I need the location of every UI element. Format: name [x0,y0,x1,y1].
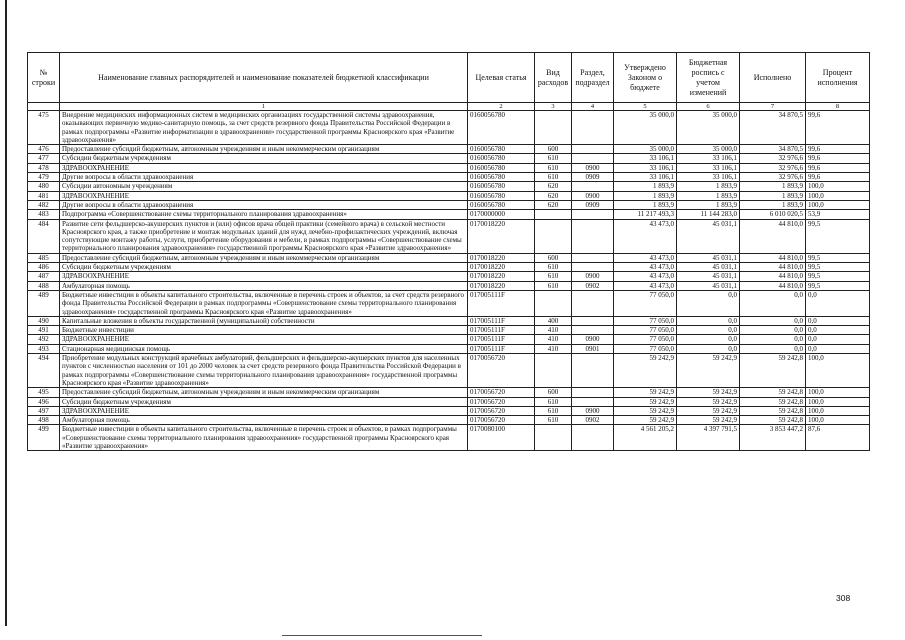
indicator-name-cell: Предоставление субсидий бюджетным, автономным учреждениям и иным некоммерческим организациям [60,145,468,154]
executed-amount-cell: 59 242,8 [740,406,806,415]
executed-amount-cell: 59 242,8 [740,397,806,406]
column-number: 3 [535,103,572,111]
indicator-name-cell: Стационарная медицинская помощь [60,344,468,353]
executed-amount-cell: 44 810,0 [740,253,806,262]
row-number-cell: 496 [28,397,60,406]
executed-amount-cell: 0,0 [740,335,806,344]
percent-cell: 53,9 [806,210,870,219]
table-row [28,344,870,353]
target-code-cell: 0170056720 [468,406,535,415]
percent-cell: 99,6 [806,173,870,182]
target-code-cell: 0160056780 [468,163,535,172]
header-section: Раздел, подраздел [572,53,614,103]
column-number: 5 [614,103,677,111]
expense-type-cell: 620 [535,182,572,191]
section-cell [572,397,614,406]
section-cell [572,111,614,145]
percent-cell: 0,0 [806,326,870,335]
executed-amount-cell: 32 976,6 [740,173,806,182]
target-code-cell: 0160056780 [468,191,535,200]
target-code-cell: 0170018220 [468,281,535,290]
section-cell [572,354,614,388]
percent-cell: 99,6 [806,154,870,163]
indicator-name-cell: ЗДРАВООХРАНЕНИЕ [60,191,468,200]
expense-type-cell: 600 [535,253,572,262]
planned-amount-cell: 59 242,9 [677,388,740,397]
row-number-cell: 480 [28,182,60,191]
indicator-name-cell: Амбулаторная помощь [60,416,468,425]
header-row [28,53,870,103]
column-number: 7 [740,103,806,111]
executed-amount-cell: 44 810,0 [740,263,806,272]
executed-amount-cell: 59 242,8 [740,388,806,397]
indicator-name-cell: Бюджетные инвестиции [60,326,468,335]
table-row [28,281,870,290]
executed-amount-cell: 0,0 [740,344,806,353]
planned-amount-cell: 59 242,9 [677,354,740,388]
planned-amount-cell: 0,0 [677,316,740,325]
target-code-cell: 0170080100 [468,425,535,451]
approved-amount-cell: 59 242,9 [614,397,677,406]
target-code-cell: 0160056780 [468,111,535,145]
page-number: 308 [836,593,851,603]
section-cell [572,326,614,335]
indicator-name-cell: Амбулаторная помощь [60,281,468,290]
row-number-cell: 482 [28,200,60,209]
target-code-cell: 017005111F [468,326,535,335]
approved-amount-cell: 43 473,0 [614,253,677,262]
target-code-cell: 0160056780 [468,173,535,182]
expense-type-cell: 610 [535,154,572,163]
target-code-cell: 0170056720 [468,354,535,388]
planned-amount-cell: 1 893,9 [677,191,740,200]
row-number-cell: 486 [28,263,60,272]
approved-amount-cell: 59 242,9 [614,354,677,388]
indicator-name-cell: Другие вопросы в области здравоохранения [60,173,468,182]
expense-type-cell [535,210,572,219]
indicator-name-cell: Субсидии бюджетным учреждениям [60,154,468,163]
percent-cell: 99,5 [806,219,870,253]
percent-cell: 87,6 [806,425,870,451]
table-row [28,425,870,451]
approved-amount-cell: 43 473,0 [614,281,677,290]
planned-amount-cell: 45 031,1 [677,263,740,272]
row-number-cell: 488 [28,281,60,290]
row-number-cell: 483 [28,210,60,219]
table-row [28,200,870,209]
section-cell [572,210,614,219]
planned-amount-cell: 0,0 [677,290,740,316]
table-body [28,103,870,451]
approved-amount-cell: 1 893,9 [614,200,677,209]
table-row [28,335,870,344]
target-code-cell: 017005111F [468,316,535,325]
expense-type-cell [535,425,572,451]
table-row [28,154,870,163]
percent-cell: 100,0 [806,182,870,191]
percent-cell: 0,0 [806,335,870,344]
expense-type-cell: 610 [535,416,572,425]
target-code-cell: 0170018220 [468,263,535,272]
section-cell: 0900 [572,406,614,415]
target-code-cell: 0170056720 [468,416,535,425]
indicator-name-cell: Бюджетные инвестиции в объекты капитального строительства, включенные в перечень строек и объектов, за счет средств резервного фонда Правительства Российской Федерации в рамках подпрограммы «Совершенствование схемы территориального планирования здравоохранения» государственной программы Красноярского края «Развитие здравоохранения» [60,290,468,316]
executed-amount-cell: 0,0 [740,326,806,335]
expense-type-cell: 610 [535,281,572,290]
indicator-name-cell: Предоставление субсидий бюджетным, автономным учреждениям и иным некоммерческим организациям [60,253,468,262]
executed-amount-cell: 59 242,8 [740,354,806,388]
section-cell: 0900 [572,191,614,200]
expense-type-cell: 410 [535,335,572,344]
left-border-line [5,0,7,626]
column-number [28,103,60,111]
approved-amount-cell: 33 106,1 [614,163,677,172]
section-cell [572,219,614,253]
percent-cell: 99,5 [806,272,870,281]
section-cell: 0909 [572,173,614,182]
approved-amount-cell: 59 242,9 [614,388,677,397]
approved-amount-cell: 77 050,0 [614,316,677,325]
planned-amount-cell: 59 242,9 [677,397,740,406]
row-number-cell: 485 [28,253,60,262]
header-planned: Бюджетная роспись с учетом изменений [677,53,740,103]
planned-amount-cell: 0,0 [677,344,740,353]
indicator-name-cell: Предоставление субсидий бюджетным, автономным учреждениям и иным некоммерческим организациям [60,388,468,397]
table-row [28,290,870,316]
budget-execution-table [27,52,870,451]
section-cell [572,253,614,262]
executed-amount-cell: 32 976,6 [740,154,806,163]
approved-amount-cell: 59 242,9 [614,416,677,425]
table-row [28,253,870,262]
planned-amount-cell: 0,0 [677,335,740,344]
percent-cell: 99,6 [806,145,870,154]
target-code-cell: 0160056780 [468,200,535,209]
target-code-cell: 017005111F [468,335,535,344]
expense-type-cell: 610 [535,397,572,406]
percent-cell: 99,6 [806,111,870,145]
table-row [28,263,870,272]
approved-amount-cell: 33 106,1 [614,154,677,163]
executed-amount-cell: 44 810,0 [740,272,806,281]
approved-amount-cell: 33 106,1 [614,173,677,182]
executed-amount-cell: 6 010 020,5 [740,210,806,219]
target-code-cell: 0170018220 [468,219,535,253]
percent-cell: 100,0 [806,416,870,425]
target-code-cell: 0170000000 [468,210,535,219]
row-number-cell: 481 [28,191,60,200]
planned-amount-cell: 0,0 [677,326,740,335]
executed-amount-cell: 1 893,9 [740,182,806,191]
planned-amount-cell: 45 031,1 [677,272,740,281]
approved-amount-cell: 77 050,0 [614,326,677,335]
table-row [28,145,870,154]
expense-type-cell: 600 [535,145,572,154]
expense-type-cell: 410 [535,344,572,353]
section-cell [572,263,614,272]
percent-cell: 100,0 [806,406,870,415]
indicator-name-cell: Субсидии бюджетным учреждениям [60,397,468,406]
executed-amount-cell: 1 893,9 [740,200,806,209]
expense-type-cell: 610 [535,163,572,172]
target-code-cell: 0160056780 [468,182,535,191]
percent-cell: 99,5 [806,253,870,262]
executed-amount-cell: 34 870,5 [740,111,806,145]
target-code-cell: 0160056780 [468,145,535,154]
expense-type-cell [535,290,572,316]
expense-type-cell: 610 [535,272,572,281]
row-number-cell: 492 [28,335,60,344]
planned-amount-cell: 33 106,1 [677,163,740,172]
header-percent: Процент исполнения [806,53,870,103]
indicator-name-cell: Капитальные вложения в объекты государственной (муниципальной) собственности [60,316,468,325]
row-number-cell: 490 [28,316,60,325]
column-number: 6 [677,103,740,111]
section-cell: 0900 [572,335,614,344]
table-row [28,111,870,145]
expense-type-cell: 610 [535,263,572,272]
percent-cell: 0,0 [806,290,870,316]
section-cell [572,388,614,397]
row-number-cell: 479 [28,173,60,182]
planned-amount-cell: 45 031,1 [677,281,740,290]
row-number-cell: 494 [28,354,60,388]
table-row [28,406,870,415]
row-number-cell: 475 [28,111,60,145]
table-row [28,388,870,397]
table-row [28,354,870,388]
percent-cell: 100,0 [806,191,870,200]
table-row [28,173,870,182]
percent-cell: 100,0 [806,388,870,397]
planned-amount-cell: 11 144 283,0 [677,210,740,219]
approved-amount-cell: 43 473,0 [614,263,677,272]
table-row [28,182,870,191]
approved-amount-cell: 43 473,0 [614,272,677,281]
expense-type-cell [535,111,572,145]
footer-divider [282,635,482,636]
executed-amount-cell: 3 853 447,2 [740,425,806,451]
percent-cell: 0,0 [806,344,870,353]
planned-amount-cell: 4 397 791,5 [677,425,740,451]
header-row-number: № строки [28,53,60,103]
indicator-name-cell: ЗДРАВООХРАНЕНИЕ [60,272,468,281]
planned-amount-cell: 45 031,1 [677,253,740,262]
expense-type-cell: 620 [535,191,572,200]
planned-amount-cell: 59 242,9 [677,406,740,415]
section-cell [572,182,614,191]
planned-amount-cell: 45 031,1 [677,219,740,253]
expense-type-cell [535,219,572,253]
expense-type-cell: 620 [535,200,572,209]
planned-amount-cell: 33 106,1 [677,154,740,163]
section-cell: 0902 [572,416,614,425]
row-number-cell: 498 [28,416,60,425]
section-cell [572,290,614,316]
section-cell [572,154,614,163]
indicator-name-cell: Подпрограмма «Совершенствование схемы территориального планирования здравоохранения» [60,210,468,219]
column-number: 4 [572,103,614,111]
section-cell: 0902 [572,281,614,290]
row-number-cell: 489 [28,290,60,316]
executed-amount-cell: 44 810,0 [740,281,806,290]
header-target-code: Целевая статья [468,53,535,103]
target-code-cell: 017005111F [468,290,535,316]
percent-cell: 100,0 [806,354,870,388]
table-row [28,219,870,253]
section-cell: 0909 [572,200,614,209]
planned-amount-cell: 35 000,0 [677,111,740,145]
target-code-cell: 0170056720 [468,388,535,397]
target-code-cell: 0170018220 [468,253,535,262]
row-number-cell: 484 [28,219,60,253]
approved-amount-cell: 4 561 205,2 [614,425,677,451]
row-number-cell: 487 [28,272,60,281]
percent-cell: 100,0 [806,397,870,406]
indicator-name-cell: Приобретение модульных конструкций врачебных амбулаторий, фельдшерских и фельдшерско-акушерских пунктов для населенных пунктов с численностью населения от 101 до 2000 человек за счет средств резервного фонда Правительства Российской Федерации в рамках подпрограммы «Совершенствование схемы территориального планирования здравоохранения» государственной программы Красноярского края «Развитие здравоохранения» [60,354,468,388]
executed-amount-cell: 34 870,5 [740,145,806,154]
planned-amount-cell: 1 893,9 [677,182,740,191]
approved-amount-cell: 59 242,9 [614,406,677,415]
executed-amount-cell: 32 976,6 [740,163,806,172]
header-name: Наименование главных распорядителей и наименование показателей бюджетной классификации [60,53,468,103]
percent-cell: 99,6 [806,163,870,172]
indicator-name-cell: Бюджетные инвестиции в объекты капитального строительства, включенные в перечень строек и объектов, в рамках подпрограммы «Совершенствование схемы территориального планирования здравоохранения» государственной программы Красноярского края «Развитие здравоохранения» [60,425,468,451]
indicator-name-cell: ЗДРАВООХРАНЕНИЕ [60,163,468,172]
section-cell [572,425,614,451]
row-number-cell: 476 [28,145,60,154]
approved-amount-cell: 77 050,0 [614,335,677,344]
target-code-cell: 0170018220 [468,272,535,281]
row-number-cell: 497 [28,406,60,415]
expense-type-cell: 600 [535,388,572,397]
column-number: 8 [806,103,870,111]
expense-type-cell: 400 [535,316,572,325]
header-approved: Утверждено Законом о бюджете [614,53,677,103]
table-row [28,210,870,219]
approved-amount-cell: 1 893,9 [614,191,677,200]
indicator-name-cell: Развитие сети фельдшерско-акушерских пунктов и (или) офисов врача общей практики (семейного врача) в сельской местности Красноярского края, а также приобретение и монтаж модульных зданий для нужд лечебно-профилактических учреждений, включая сопутствующие монтажу работы, услуги, приобретение оборудования и мебели, в рамках подпрограммы «Совершенствование схемы территориального планирования здравоохранения» государственной программы Красноярского края «Развитие здравоохранения» [60,219,468,253]
row-number-cell: 478 [28,163,60,172]
row-number-cell: 493 [28,344,60,353]
planned-amount-cell: 1 893,9 [677,200,740,209]
section-cell [572,316,614,325]
section-cell: 0900 [572,272,614,281]
executed-amount-cell: 0,0 [740,316,806,325]
planned-amount-cell: 35 000,0 [677,145,740,154]
planned-amount-cell: 59 242,9 [677,416,740,425]
executed-amount-cell: 59 242,8 [740,416,806,425]
indicator-name-cell: ЗДРАВООХРАНЕНИЕ [60,406,468,415]
planned-amount-cell: 33 106,1 [677,173,740,182]
approved-amount-cell: 77 050,0 [614,344,677,353]
approved-amount-cell: 35 000,0 [614,111,677,145]
approved-amount-cell: 1 893,9 [614,182,677,191]
target-code-cell: 0170056720 [468,397,535,406]
indicator-name-cell: Субсидии автономным учреждениям [60,182,468,191]
section-cell: 0901 [572,344,614,353]
approved-amount-cell: 35 000,0 [614,145,677,154]
executed-amount-cell: 1 893,9 [740,191,806,200]
table-row [28,272,870,281]
row-number-cell: 495 [28,388,60,397]
expense-type-cell: 610 [535,173,572,182]
table-row [28,326,870,335]
indicator-name-cell: Другие вопросы в области здравоохранения [60,200,468,209]
target-code-cell: 017005111F [468,344,535,353]
executed-amount-cell: 44 810,0 [740,219,806,253]
approved-amount-cell: 77 050,0 [614,290,677,316]
table-row [28,316,870,325]
percent-cell: 99,5 [806,281,870,290]
column-number-row [28,103,870,111]
table-row [28,416,870,425]
section-cell [572,145,614,154]
row-number-cell: 491 [28,326,60,335]
table-row [28,163,870,172]
indicator-name-cell: ЗДРАВООХРАНЕНИЕ [60,335,468,344]
approved-amount-cell: 11 217 493,3 [614,210,677,219]
column-number: 1 [60,103,468,111]
section-cell: 0900 [572,163,614,172]
expense-type-cell: 410 [535,326,572,335]
percent-cell: 100,0 [806,200,870,209]
table-row [28,397,870,406]
row-number-cell: 477 [28,154,60,163]
approved-amount-cell: 43 473,0 [614,219,677,253]
indicator-name-cell: Внедрение медицинских информационных систем в медицинских организациях государственной системы здравоохранения, оказывающих первичную медико-санитарную помощь, за счет средств резервного фонда Правительства Российской Федерации в рамках подпрограммы «Развитие информатизации в здравоохранении» государственной программы Красноярского края «Развитие здравоохранения» [60,111,468,145]
executed-amount-cell: 0,0 [740,290,806,316]
percent-cell: 99,5 [806,263,870,272]
header-expense-type: Вид расходов [535,53,572,103]
column-number: 2 [468,103,535,111]
header-executed: Исполнено [740,53,806,103]
indicator-name-cell: Субсидии бюджетным учреждениям [60,263,468,272]
table-row [28,191,870,200]
expense-type-cell: 610 [535,406,572,415]
percent-cell: 0,0 [806,316,870,325]
row-number-cell: 499 [28,425,60,451]
target-code-cell: 0160056780 [468,154,535,163]
expense-type-cell [535,354,572,388]
